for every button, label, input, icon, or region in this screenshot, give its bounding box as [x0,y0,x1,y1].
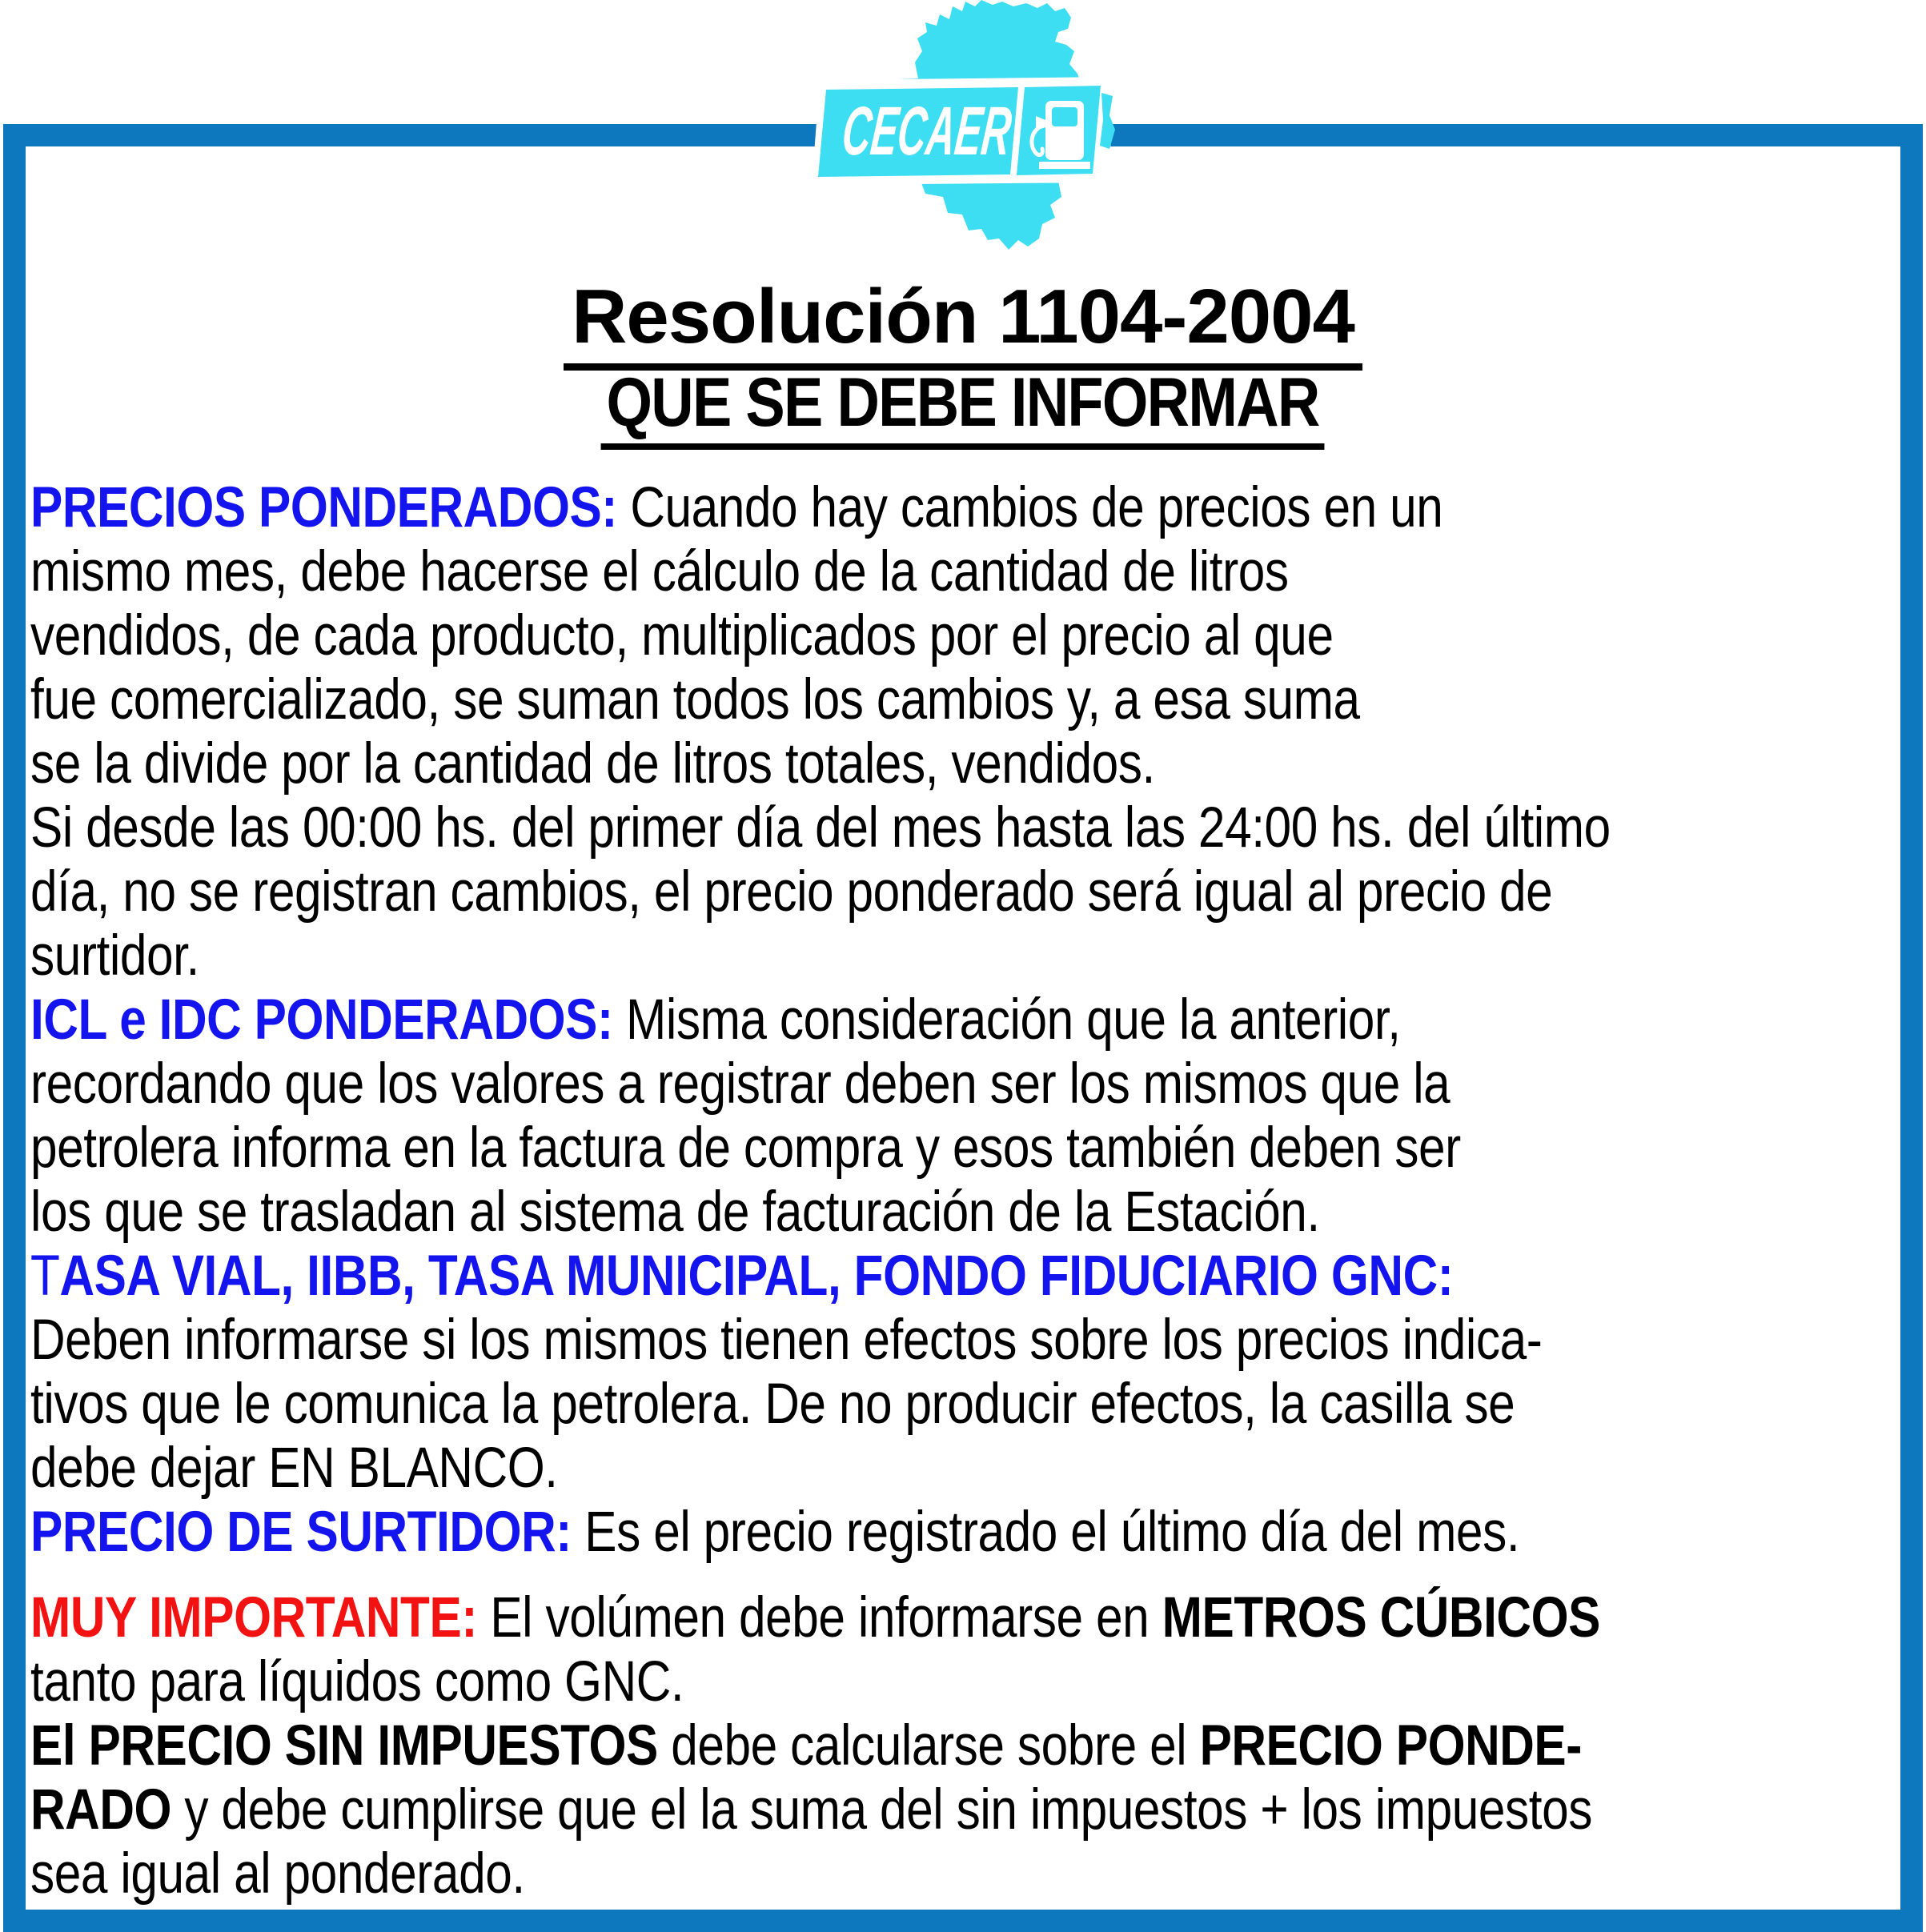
cecaer-logo [800,0,1137,268]
text-segment: PRECIO DE SURTIDOR: [30,1501,572,1564]
text-segment: fue comercializado, se suman todos los cambios y, a esa suma [30,668,1360,732]
cecaer-wordmark: CECAER [838,93,1137,170]
subtitle [0,364,1926,450]
text-segment: PRECIO PONDE- [1199,1714,1582,1778]
text-line [30,860,1623,924]
text-segment: RADO [30,1778,172,1842]
text-segment: se la divide por la cantidad de litros totales, vendidos. [30,732,1155,796]
text-segment: MUY IMPORTANTE: [30,1586,477,1649]
text-segment: ASA VIAL, IIBB, TASA MUNICIPAL, FONDO FIDUCIARIO GNC: [59,1245,1454,1308]
text-line [30,1116,1623,1180]
text-segment: METROS CÚBICOS [1162,1586,1600,1649]
text-line [30,988,1623,1052]
text-segment: debe calcularse sobre el [657,1714,1200,1778]
text-line [30,540,1623,604]
text-segment: petrolera informa en la factura de compra y esos también deben ser [30,1116,1461,1180]
text-line [30,1052,1623,1116]
subtitle-text: QUE SE DEBE INFORMAR [601,368,1325,450]
text-line [30,1650,1623,1714]
cecaer-logo-graphic [800,0,1137,268]
text-line [30,604,1623,668]
text-segment: ICL e IDC PONDERADOS: [30,988,613,1052]
text-line [30,1501,1623,1565]
body-text [30,476,1904,1906]
text-segment: vendidos, de cada producto, multiplicados por el precio al que [30,604,1334,667]
text-line [30,732,1623,796]
text-segment: Si desde las 00:00 hs. del primer día del mes hasta las 24:00 hs. del último [30,796,1611,860]
text-segment: sea igual al ponderado. [30,1842,525,1906]
text-segment: tivos que le comunica la petrolera. De no producir efectos, la casilla se [30,1373,1515,1436]
text-line [30,1180,1623,1245]
text-line [30,1309,1623,1373]
text-segment: El PRECIO SIN IMPUESTOS [30,1714,658,1778]
text-segment: El volúmen debe informarse en [476,1586,1162,1649]
text-segment: día, no se registran cambios, el precio ponderado será igual al precio de [30,860,1553,924]
text-segment: Deben informarse si los mismos tienen efectos sobre los precios indica- [30,1309,1543,1372]
text-segment: PRECIOS PONDERADOS: [30,476,617,539]
text-line [30,1586,1623,1650]
text-segment: Misma consideración que la anterior, [612,988,1401,1052]
text-segment: T [30,1245,60,1308]
text-line [30,1245,1623,1309]
text-line [30,796,1623,860]
text-line [30,1778,1623,1842]
text-line [30,476,1623,540]
text-segment: y debe cumplirse que el la suma del sin impuestos + los impuestos [171,1778,1592,1842]
text-line [30,1842,1623,1906]
text-segment: recordando que los valores a registrar deben ser los mismos que la [30,1052,1451,1116]
text-segment: debe dejar EN BLANCO. [30,1437,558,1500]
text-segment: los que se trasladan al sistema de facturación de la Estación. [30,1180,1320,1244]
text-segment: surtidor. [30,924,199,988]
text-segment: Cuando hay cambios de precios en un [616,476,1443,539]
text-segment: Es el precio registrado el último día del mes. [571,1501,1520,1564]
main-title [0,274,1926,371]
text-line [30,1373,1623,1437]
text-segment: mismo mes, debe hacerse el cálculo de la cantidad de litros [30,540,1289,603]
text-segment: tanto para líquidos como GNC. [30,1650,684,1714]
text-line [30,1714,1623,1778]
text-line [30,924,1623,988]
text-line [30,668,1623,732]
text-line [30,1437,1623,1501]
main-title-text: Resolución 1104-2004 [564,279,1362,371]
